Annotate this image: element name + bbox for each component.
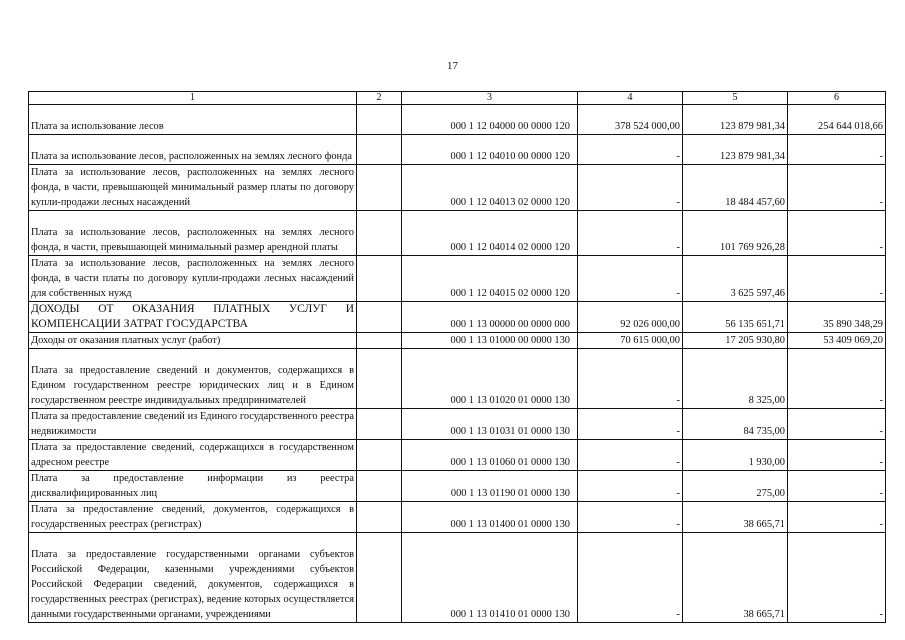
- row-prev-cell: -: [788, 211, 886, 256]
- column-header-2: 2: [357, 92, 402, 105]
- row-prev-cell: -: [788, 349, 886, 409]
- row-name-cell: Плата за использование лесов, расположенных на землях лесного фонда, в части, превышающей минимальный размер арендной платы: [29, 211, 357, 256]
- row-name-cell: Плата за использование лесов, расположенных на землях лесного фонда, в части платы по договору купли-продажи лесных насаждений для собственных нужд: [29, 256, 357, 302]
- row-col2-cell: [357, 256, 402, 302]
- row-fact-cell: 18 484 457,60: [683, 165, 788, 211]
- row-col2-cell: [357, 502, 402, 533]
- row-fact-cell: 275,00: [683, 471, 788, 502]
- row-prev-cell: -: [788, 256, 886, 302]
- row-name-cell: Плата за использование лесов, расположенных на землях лесного фонда: [29, 135, 357, 165]
- table-row: [29, 105, 886, 135]
- row-name-cell: Доходы от оказания платных услуг (работ): [29, 333, 357, 349]
- row-name-cell: Плата за использование лесов, расположенных на землях лесного фонда, в части, превышающей минимальный размер платы по договору купли-продажи лесных насаждений: [29, 165, 357, 211]
- row-code-cell: 000 1 12 04014 02 0000 120: [402, 211, 578, 256]
- table-row: [29, 165, 886, 211]
- row-col2-cell: [357, 302, 402, 333]
- row-fact-cell: 56 135 651,71: [683, 302, 788, 333]
- row-plan-cell: -: [578, 533, 683, 623]
- budget-revenue-table: [28, 91, 886, 623]
- table-body: [29, 92, 886, 623]
- row-prev-cell: 35 890 348,29: [788, 302, 886, 333]
- table-row: [29, 502, 886, 533]
- row-prev-cell: 254 644 018,66: [788, 105, 886, 135]
- row-col2-cell: [357, 333, 402, 349]
- row-plan-cell: -: [578, 135, 683, 165]
- row-fact-cell: 38 665,71: [683, 533, 788, 623]
- column-header-4: 4: [578, 92, 683, 105]
- row-code-cell: 000 1 13 01000 00 0000 130: [402, 333, 578, 349]
- row-col2-cell: [357, 471, 402, 502]
- row-code-cell: 000 1 12 04010 00 0000 120: [402, 135, 578, 165]
- row-plan-cell: 378 524 000,00: [578, 105, 683, 135]
- row-col2-cell: [357, 533, 402, 623]
- row-code-cell: 000 1 12 04013 02 0000 120: [402, 165, 578, 211]
- row-code-cell: 000 1 13 01410 01 0000 130: [402, 533, 578, 623]
- row-code-cell: 000 1 12 04015 02 0000 120: [402, 256, 578, 302]
- row-plan-cell: -: [578, 165, 683, 211]
- row-fact-cell: 123 879 981,34: [683, 135, 788, 165]
- row-prev-cell: 53 409 069,20: [788, 333, 886, 349]
- row-plan-cell: -: [578, 409, 683, 440]
- row-prev-cell: -: [788, 440, 886, 471]
- row-fact-cell: 38 665,71: [683, 502, 788, 533]
- table-row: [29, 409, 886, 440]
- row-code-cell: 000 1 13 01400 01 0000 130: [402, 502, 578, 533]
- column-header-3: 3: [402, 92, 578, 105]
- row-plan-cell: 92 026 000,00: [578, 302, 683, 333]
- column-header-5: 5: [683, 92, 788, 105]
- table-row: [29, 302, 886, 333]
- row-name-cell: Плата за предоставление сведений из Единого государственного реестра недвижимости: [29, 409, 357, 440]
- row-name-cell: Плата за предоставление сведений, документов, содержащихся в государственных реестрах (регистрах): [29, 502, 357, 533]
- page-number: 17: [447, 60, 458, 72]
- row-col2-cell: [357, 409, 402, 440]
- row-fact-cell: 101 769 926,28: [683, 211, 788, 256]
- row-code-cell: 000 1 13 00000 00 0000 000: [402, 302, 578, 333]
- row-col2-cell: [357, 135, 402, 165]
- row-fact-cell: 3 625 597,46: [683, 256, 788, 302]
- row-plan-cell: -: [578, 471, 683, 502]
- row-plan-cell: -: [578, 256, 683, 302]
- row-col2-cell: [357, 165, 402, 211]
- row-col2-cell: [357, 440, 402, 471]
- row-prev-cell: -: [788, 533, 886, 623]
- row-prev-cell: -: [788, 135, 886, 165]
- row-code-cell: 000 1 13 01060 01 0000 130: [402, 440, 578, 471]
- table-row: [29, 533, 886, 623]
- row-name-cell: Плата за предоставление информации из реестра дисквалифицированных лиц: [29, 471, 357, 502]
- table-row: [29, 333, 886, 349]
- row-col2-cell: [357, 211, 402, 256]
- table-row: [29, 256, 886, 302]
- column-header-1: 1: [29, 92, 357, 105]
- row-col2-cell: [357, 105, 402, 135]
- row-name-cell: ДОХОДЫ ОТ ОКАЗАНИЯ ПЛАТНЫХ УСЛУГ И КОМПЕНСАЦИИ ЗАТРАТ ГОСУДАРСТВА: [29, 302, 357, 333]
- table-row: [29, 211, 886, 256]
- row-plan-cell: -: [578, 440, 683, 471]
- row-fact-cell: 84 735,00: [683, 409, 788, 440]
- row-fact-cell: 8 325,00: [683, 349, 788, 409]
- row-fact-cell: 1 930,00: [683, 440, 788, 471]
- row-name-cell: Плата за предоставление сведений, содержащихся в государственном адресном реестре: [29, 440, 357, 471]
- table-row: [29, 135, 886, 165]
- row-plan-cell: 70 615 000,00: [578, 333, 683, 349]
- table-row: [29, 471, 886, 502]
- row-name-cell: Плата за использование лесов: [29, 105, 357, 135]
- table-row: [29, 349, 886, 409]
- row-code-cell: 000 1 13 01031 01 0000 130: [402, 409, 578, 440]
- row-name-cell: Плата за предоставление государственными органами субъектов Российской Федерации, казенными учреждениями субъектов Российской Федерации сведений, документов, содержащихся в государственных реестрах (регистрах), ведение которых осуществляется данными государственными органами, учреждениями: [29, 533, 357, 623]
- row-col2-cell: [357, 349, 402, 409]
- row-name-cell: Плата за предоставление сведений и документов, содержащихся в Едином государственном реестре юридических лиц и в Едином государственном реестре индивидуальных предпринимателей: [29, 349, 357, 409]
- column-header-6: 6: [788, 92, 886, 105]
- row-fact-cell: 17 205 930,80: [683, 333, 788, 349]
- row-prev-cell: -: [788, 471, 886, 502]
- table-row: [29, 440, 886, 471]
- row-plan-cell: -: [578, 349, 683, 409]
- row-code-cell: 000 1 12 04000 00 0000 120: [402, 105, 578, 135]
- column-number-row: [29, 92, 886, 105]
- row-prev-cell: -: [788, 165, 886, 211]
- row-plan-cell: -: [578, 211, 683, 256]
- row-fact-cell: 123 879 981,34: [683, 105, 788, 135]
- row-code-cell: 000 1 13 01190 01 0000 130: [402, 471, 578, 502]
- row-prev-cell: -: [788, 502, 886, 533]
- row-prev-cell: -: [788, 409, 886, 440]
- row-code-cell: 000 1 13 01020 01 0000 130: [402, 349, 578, 409]
- row-plan-cell: -: [578, 502, 683, 533]
